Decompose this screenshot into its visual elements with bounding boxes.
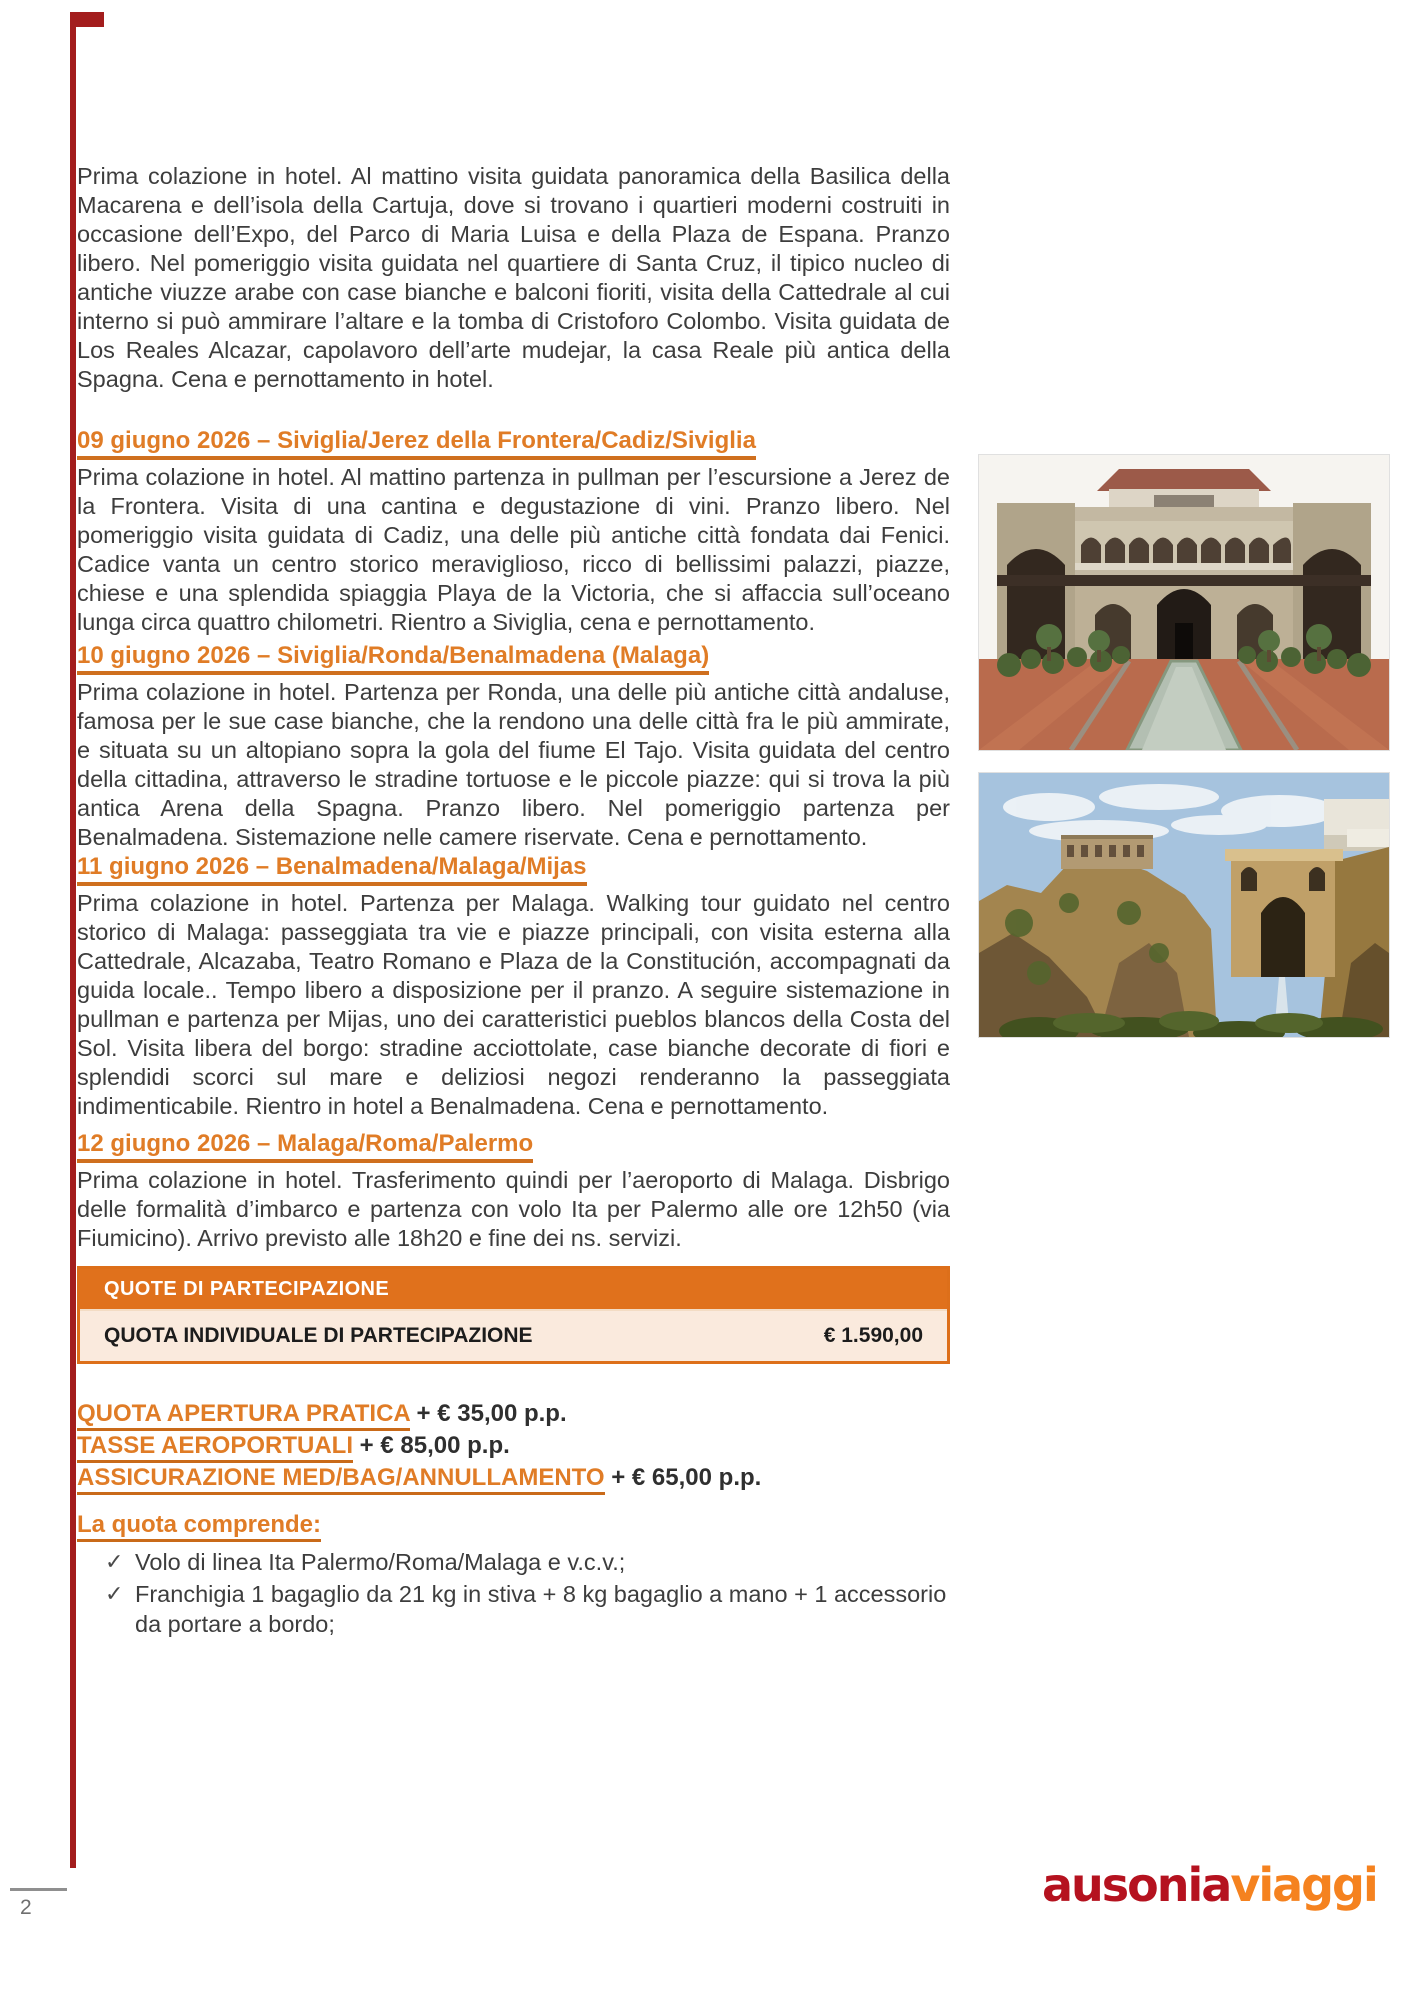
fee-value: + € 85,00 p.p.: [353, 1432, 510, 1459]
extra-fees-section: [77, 1398, 950, 1494]
quote-table-header: QUOTE DI PARTECIPAZIONE: [80, 1269, 947, 1309]
quote-row-label: QUOTA INDIVIDUALE DI PARTECIPAZIONE: [104, 1324, 533, 1347]
fee-line-tasse: [77, 1430, 950, 1462]
alcazar-courtyard-photo: [978, 454, 1390, 751]
quote-table-row: [80, 1309, 947, 1361]
fee-label: ASSICURAZIONE MED/BAG/ANNULLAMENTO: [77, 1464, 605, 1495]
fee-value: + € 35,00 p.p.: [409, 1400, 567, 1427]
participation-quote-table: [77, 1266, 950, 1364]
agency-logo: [1042, 1858, 1377, 1912]
fee-value: + € 65,00 p.p.: [604, 1464, 762, 1491]
day-heading-10-giugno: 10 giugno 2026 – Siviglia/Ronda/Benalmadena (Malaga): [77, 641, 950, 670]
check-icon: ✓: [105, 1581, 124, 1606]
ronda-bridge-photo: [978, 772, 1390, 1038]
includes-list: [77, 1547, 950, 1639]
check-icon: ✓: [105, 1549, 124, 1574]
fee-line-assicurazione: [77, 1462, 950, 1494]
logo-part-viaggi: viaggi: [1230, 1858, 1377, 1912]
footer-divider: [10, 1888, 67, 1891]
main-text-column: [77, 162, 950, 1641]
fee-label: QUOTA APERTURA PRATICA: [77, 1400, 410, 1431]
day-heading-11-giugno: 11 giugno 2026 – Benalmadena/Malaga/Mijas: [77, 852, 950, 881]
day-heading-12-giugno: 12 giugno 2026 – Malaga/Roma/Palermo: [77, 1129, 950, 1158]
red-accent-stripe: [70, 12, 76, 1868]
day-paragraph-10-giugno: Prima colazione in hotel. Partenza per Ronda, una delle più antiche città andaluse, famosa per le sue case bianche, che la rendono una delle città fra le più ammirate, e situata su un altopiano sopra la gola del fiume El Tajo. Visita guidata del centro della cittadina, attraverso le stradine tortuose e le piccole piazze: qui si trova la più antica Arena della Spagna. Pranzo libero. Nel pomeriggio partenza per Benalmadena. Sistemazione nelle camere riservate. Cena e pernottamento.: [77, 679, 950, 850]
list-item: [77, 1579, 950, 1639]
day-paragraph-09-giugno: Prima colazione in hotel. Al mattino partenza in pullman per l’escursione a Jerez de la Frontera. Visita di una cantina e degustazione di vini. Pranzo libero. Nel pomeriggio visita guidata di Cadiz, una delle più antiche città fondata dai Fenici. Cadice vanta un centro storico meraviglioso, ricco di bellissimi palazzi, piazze, chiese e una splendida spiaggia Playa de la Victoria, che si affaccia sull’oceano lunga circa quattro chilometri. Rientro a Siviglia, cena e pernottamento.: [77, 464, 950, 635]
intro-paragraph: Prima colazione in hotel. Al mattino visita guidata panoramica della Basilica della Macarena e dell’isola della Cartuja, dove si trovano i quartieri moderni costruiti in occasione dell’Expo, del Parco di Maria Luisa e della Plaza de Espana. Pranzo libero. Nel pomeriggio visita guidata nel quartiere di Santa Cruz, il tipico nucleo di antiche viuzze arabe con case bianche e balconi fioriti, visita della Cattedrale al cui interno si può ammirare l’altare e la tomba di Cristoforo Colombo. Visita guidata de Los Reales Alcazar, capolavoro dell’arte mudejar, la casa Reale più antica della Spagna. Cena e pernottamento in hotel.: [77, 163, 950, 392]
list-item-text: Franchigia 1 bagaglio da 21 kg in stiva + 8 kg bagaglio a mano + 1 accessorio da portare a bordo;: [135, 1581, 947, 1637]
list-item: [77, 1547, 950, 1577]
fee-label: TASSE AEROPORTUALI: [77, 1432, 353, 1463]
day-paragraph-12-giugno: Prima colazione in hotel. Trasferimento quindi per l’aeroporto di Malaga. Disbrigo delle formalità d’imbarco e partenza con volo Ita per Palermo alle ore 12h50 (via Fiumicino). Arrivo previsto alle 18h20 e fine dei ns. servizi.: [77, 1167, 950, 1251]
includes-title: La quota comprende:: [77, 1510, 950, 1539]
list-item-text: Volo di linea Ita Palermo/Roma/Malaga e v.c.v.;: [135, 1549, 626, 1575]
fee-line-apertura: [77, 1398, 950, 1430]
quote-row-value: € 1.590,00: [823, 1324, 923, 1347]
day-paragraph-11-giugno: Prima colazione in hotel. Partenza per Malaga. Walking tour guidato nel centro storico di Malaga: passeggiata tra vie e piazze principali, con visita esterna alla Cattedrale, Alcazaba, Teatro Romano e Plaza de la Constitución, accompagnati da guida locale.. Tempo libero a disposizione per il pranzo. A seguire sistemazione in pullman e partenza per Mijas, uno dei caratteristici pueblos blancos della Costa del Sol. Visita libera del borgo: stradine acciottolate, case bianche decorate di fiori e splendidi scorci sul mare e deliziosi negozi renderanno la passeggiata indimenticabile. Rientro in hotel a Benalmadena. Cena e pernottamento.: [77, 890, 950, 1119]
logo-part-ausonia: ausonia: [1042, 1858, 1231, 1912]
day-heading-09-giugno: 09 giugno 2026 – Siviglia/Jerez della Frontera/Cadiz/Siviglia: [77, 426, 950, 455]
page-number: 2: [20, 1896, 32, 1919]
